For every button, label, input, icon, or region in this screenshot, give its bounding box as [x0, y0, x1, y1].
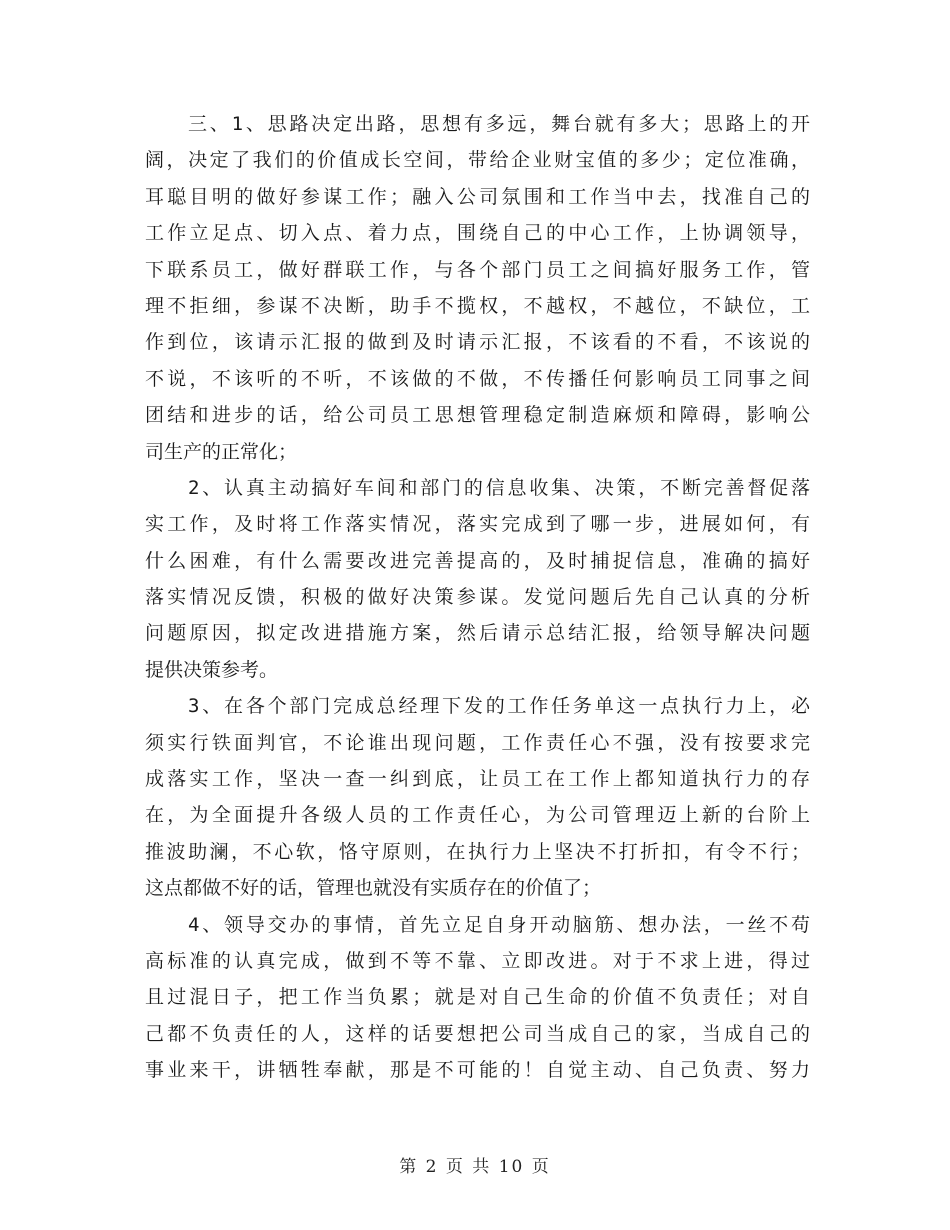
text-line: 落实情况反馈，积极的做好决策参谋。发觉问题后先自己认真的分析 — [145, 586, 810, 609]
text-line: 阔，决定了我们的价值成长空间，带给企业财宝值的多少；定位准确， — [145, 149, 810, 172]
text-line: 事业来干，讲牺牲奉献，那是不可能的！自觉主动、自己负责、努力 — [145, 1059, 810, 1082]
text-line: 须实行铁面判官，不论谁出现问题，工作责任心不强，没有按要求完 — [145, 731, 810, 754]
text-line: 下联系员工，做好群联工作，与各个部门员工之间搞好服务工作，管 — [145, 258, 810, 281]
text-line: 作到位，该请示汇报的做到及时请示汇报，不该看的不看，不该说的 — [145, 331, 810, 354]
text-line: 工作立足点、切入点、着力点，围绕自己的中心工作，上协调领导， — [145, 222, 810, 245]
document-body — [145, 106, 810, 1089]
text-line: 耳聪目明的做好参谋工作；融入公司氛围和工作当中去，找准自己的 — [145, 185, 810, 208]
text-line: 己都不负责任的人，这样的话要想把公司当成自己的家，当成自己的 — [145, 1022, 810, 1045]
text-line: 什么困难，有什么需要改进完善提高的，及时捕捉信息，准确的搞好 — [145, 549, 810, 572]
page-footer: 第 2 页 共 10 页 — [399, 1157, 551, 1177]
text-line: 推波助澜，不心软，恪守原则，在执行力上坚决不打折扣，有令不行； — [145, 840, 810, 863]
text-line: 三、1、思路决定出路，思想有多远，舞台就有多大；思路上的开 — [188, 113, 810, 135]
text-line: 2、认真主动搞好车间和部门的信息收集、决策，不断完善督促落 — [188, 476, 810, 499]
text-line: 司生产的正常化； — [145, 440, 298, 463]
text-line: 4、领导交办的事情，首先立足自身开动脑筋、想办法，一丝不苟 — [188, 913, 810, 936]
text-line: 团结和进步的话，给公司员工思想管理稳定制造麻烦和障碍，影响公 — [145, 404, 810, 427]
text-line: 理不拒细，参谋不决断，助手不揽权，不越权，不越位，不缺位，工 — [145, 294, 810, 317]
text-line: 成落实工作，坚决一查一纠到底，让员工在工作上都知道执行力的存 — [145, 768, 810, 791]
text-line: 高标准的认真完成，做到不等不靠、立即改进。对于不求上进，得过 — [145, 949, 810, 972]
text-line: 实工作，及时将工作落实情况，落实完成到了哪一步，进展如何，有 — [145, 513, 810, 536]
text-line: 这点都做不好的话，管理也就没有实质存在的价值了； — [145, 877, 602, 900]
text-line: 提供决策参考。 — [145, 658, 279, 681]
text-line: 且过混日子，把工作当负累；就是对自己生命的价值不负责任；对自 — [145, 986, 810, 1009]
text-line: 3、在各个部门完成总经理下发的工作任务单这一点执行力上，必 — [188, 695, 810, 718]
text-line: 在，为全面提升各级人员的工作责任心，为公司管理迈上新的台阶上 — [145, 804, 810, 827]
text-line: 问题原因，拟定改进措施方案，然后请示总结汇报，给领导解决问题 — [145, 622, 810, 645]
text-line: 不说，不该听的不听，不该做的不做，不传播任何影响员工同事之间 — [145, 367, 810, 390]
